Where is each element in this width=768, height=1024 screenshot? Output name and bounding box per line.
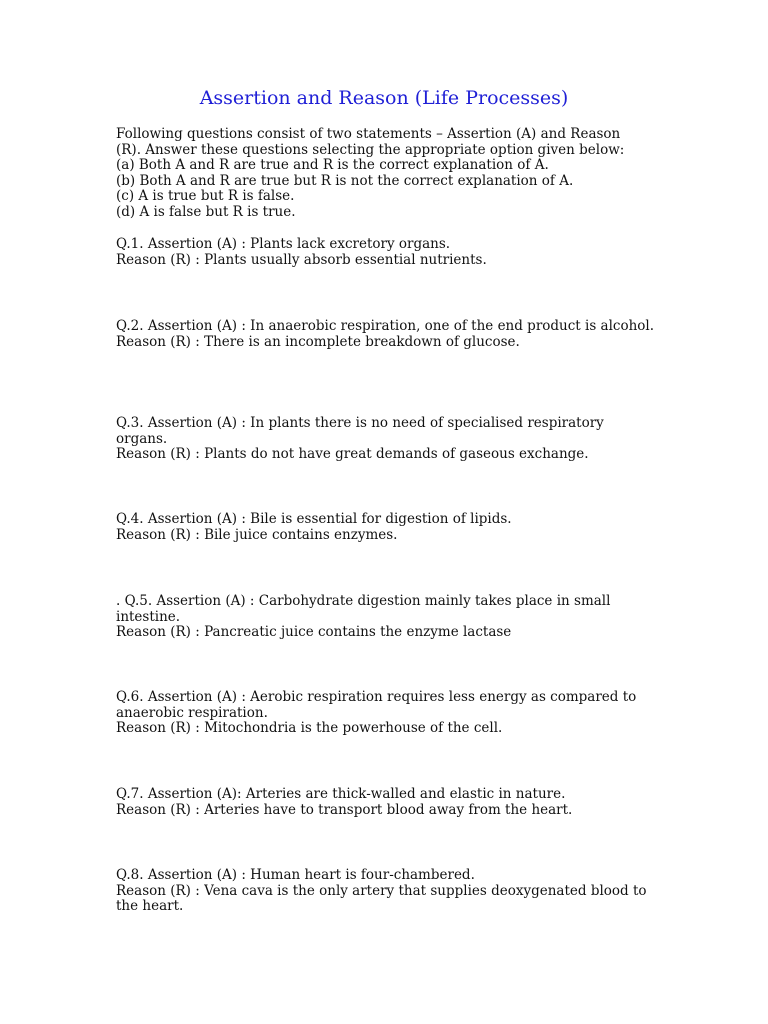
question-2 [116,319,656,350]
instructions-line-2: (R). Answer these questions selecting the appropriate option given below: [116,141,625,158]
assertion-text: . Q.5. Assertion (A) : Carbohydrate digestion mainly takes place in small intestine. [116,593,611,625]
assertion-text: Q.6. Assertion (A) : Aerobic respiration requires less energy as compared to anaerobic respiration. [116,689,637,721]
option-b: (b) Both A and R are true but R is not the correct explanation of A. [116,172,574,189]
question-5 [116,594,656,641]
reason-text: Reason (R) : Pancreatic juice contains the enzyme lactase [116,624,512,641]
reason-text: Reason (R) : Arteries have to transport blood away from the heart. [116,801,573,818]
question-3 [116,416,656,463]
assertion-text: Q.3. Assertion (A) : In plants there is no need of specialised respiratory organs. [116,415,604,447]
reason-text: Reason (R) : There is an incomplete breakdown of glucose. [116,333,520,350]
question-6 [116,690,656,737]
question-1 [116,237,656,268]
document-title: Assertion and Reason (Life Processes) [199,87,569,109]
reason-text: Reason (R) : Mitochondria is the powerhouse of the cell. [116,720,503,737]
option-a: (a) Both A and R are true and R is the correct explanation of A. [116,157,549,174]
assertion-text: Q.7. Assertion (A): Arteries are thick-walled and elastic in nature. [116,786,566,802]
instructions [116,127,656,221]
assertion-text: Q.8. Assertion (A) : Human heart is four-chambered. [116,867,475,883]
question-8 [116,868,656,915]
reason-text: Reason (R) : Plants do not have great demands of gaseous exchange. [116,446,589,463]
assertion-text: Q.2. Assertion (A) : In anaerobic respiration, one of the end product is alcohol. [116,318,655,334]
instructions-line-1: Following questions consist of two statements – Assertion (A) and Reason [116,126,621,142]
assertion-text: Q.1. Assertion (A) : Plants lack excretory organs. [116,236,451,252]
option-d: (d) A is false but R is true. [116,203,296,220]
reason-text: Reason (R) : Plants usually absorb essential nutrients. [116,251,487,268]
reason-text: Reason (R) : Bile juice contains enzymes. [116,526,398,543]
question-4 [116,512,656,543]
option-c: (c) A is true but R is false. [116,188,295,205]
assertion-text: Q.4. Assertion (A) : Bile is essential for digestion of lipids. [116,511,512,527]
reason-text: Reason (R) : Vena cava is the only artery that supplies deoxygenated blood to the heart. [116,882,647,915]
question-7 [116,787,656,818]
